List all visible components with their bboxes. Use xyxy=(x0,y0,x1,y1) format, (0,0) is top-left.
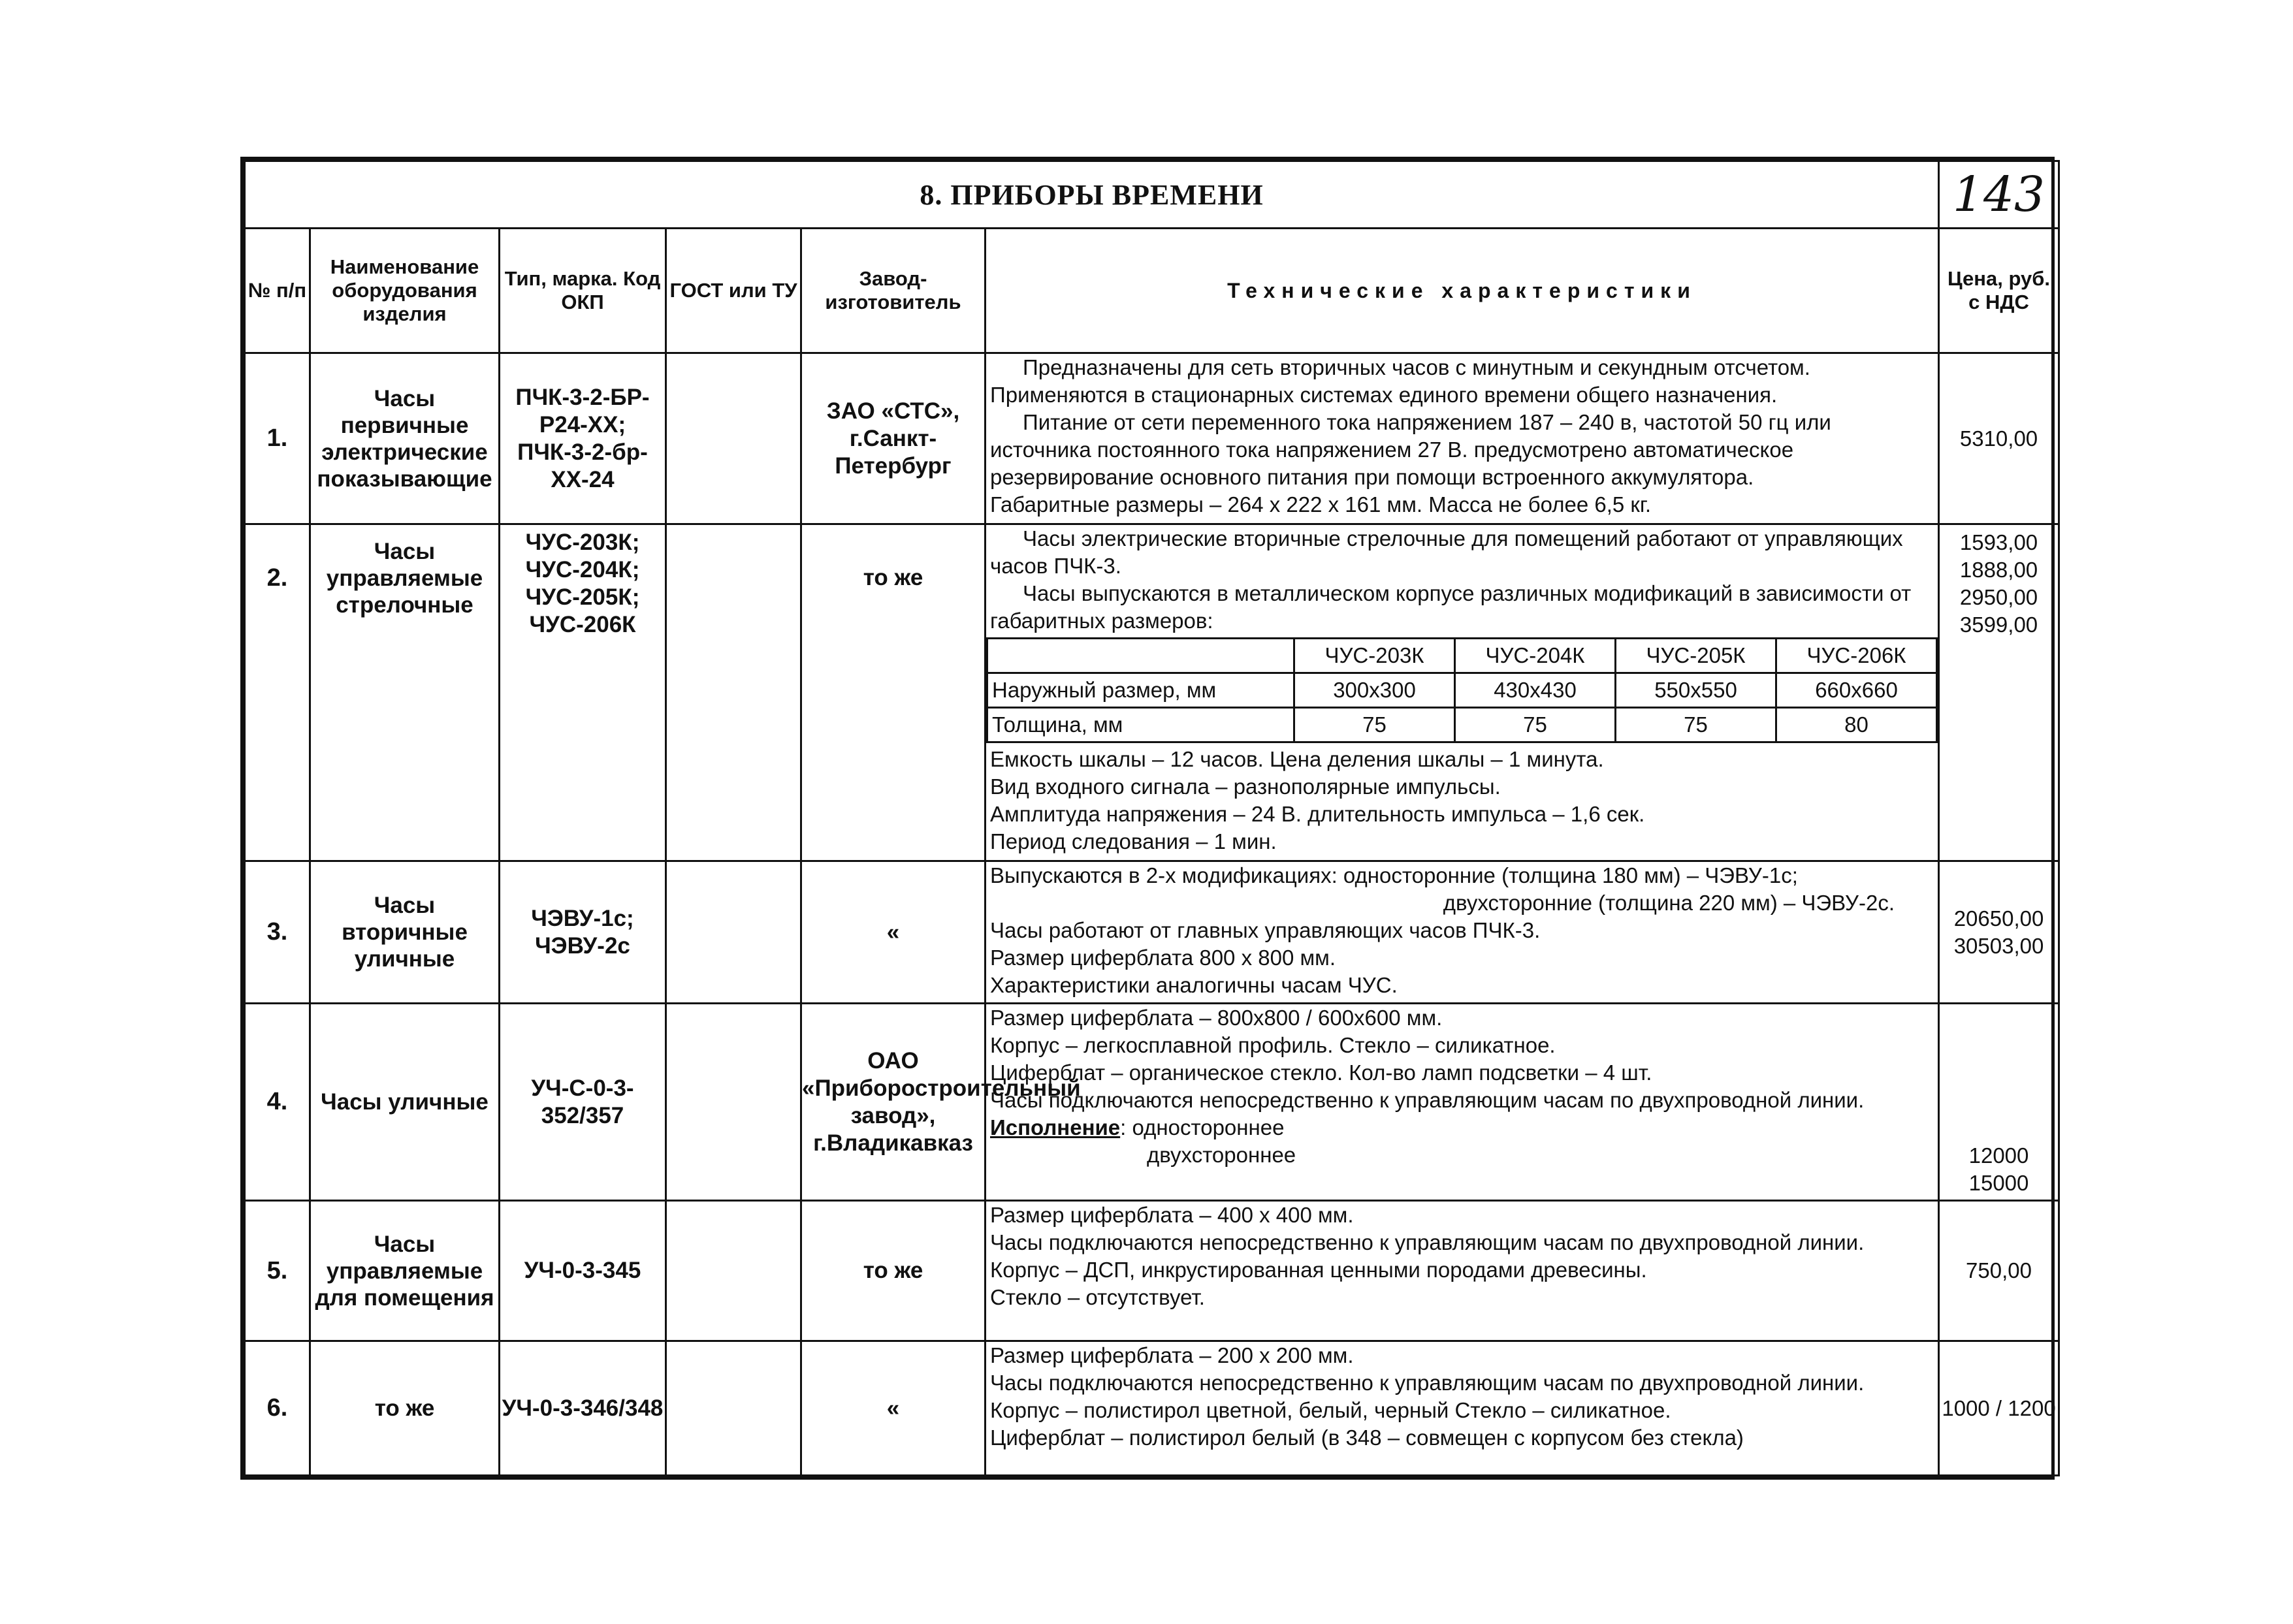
row-gost xyxy=(666,1341,801,1476)
tech-line: Циферблат – органическое стекло. Кол-во ламп подсветки – 4 шт. xyxy=(990,1060,1652,1085)
header-name: Наименование оборудования изделия xyxy=(310,229,500,353)
row-tech xyxy=(986,524,1939,861)
row-maker: « xyxy=(801,1341,986,1476)
tech-line: Размер циферблата 800 х 800 мм. xyxy=(990,946,1336,970)
subtable-header-cell: ЧУС-206К xyxy=(1776,639,1937,673)
row-tech xyxy=(986,1201,1939,1341)
subtable-cell: 430х430 xyxy=(1455,673,1616,708)
subtable-row xyxy=(987,673,1937,708)
price-value: 12000 xyxy=(1968,1143,2029,1168)
tech-line: Применяются в стационарных системах единого времени общего назначения. xyxy=(990,383,1778,407)
title-row xyxy=(245,161,2059,229)
row-name: Часы вторичные уличные xyxy=(310,861,500,1004)
subtable-cell: Толщина, мм xyxy=(987,708,1294,742)
subtable-cell: 660х660 xyxy=(1776,673,1937,708)
page-number: 143 xyxy=(1939,161,2059,229)
subtable-cell: 75 xyxy=(1455,708,1616,742)
header-maker: Завод-изготовитель xyxy=(801,229,986,353)
tech-line: Часы электрические вторичные стрелочные для помещений работают от управляющих часов ПЧК-3. xyxy=(990,526,1903,578)
row-type: УЧ-0-3-345 xyxy=(500,1201,666,1341)
subtable-header-row xyxy=(987,639,1937,673)
tech-line: Емкость шкалы – 12 часов. Цена деления шкалы – 1 минута. xyxy=(990,747,1604,771)
tech-line: Размер циферблата – 200 х 200 мм. xyxy=(990,1343,1354,1367)
row-type: УЧ-С-0-3-352/357 xyxy=(500,1004,666,1201)
price-value: 1593,00 xyxy=(1959,530,2038,554)
row-price: 750,00 xyxy=(1939,1201,2059,1341)
tech-line: Вид входного сигнала – разнополярные импульсы. xyxy=(990,774,1501,799)
header-row xyxy=(245,229,2059,353)
header-gost: ГОСТ или ТУ xyxy=(666,229,801,353)
row-number: 4. xyxy=(245,1004,310,1201)
price-value: 3599,00 xyxy=(1959,613,2038,637)
row-tech xyxy=(986,353,1939,524)
subtable-header-cell: ЧУС-203К xyxy=(1294,639,1455,673)
tech-line: Предназначены для сеть вторичных часов с минутным и секундным отсчетом. xyxy=(1023,355,1810,379)
price-value: 2950,00 xyxy=(1959,585,2038,609)
equipment-table xyxy=(244,160,2060,1476)
subtable-cell: 550х550 xyxy=(1616,673,1776,708)
subtable-cell: 300х300 xyxy=(1294,673,1455,708)
tech-line: Период следования – 1 мин. xyxy=(990,829,1277,853)
row-price: 5310,00 xyxy=(1939,353,2059,524)
price-value: 15000 xyxy=(1968,1171,2029,1195)
row-name: то же xyxy=(310,1341,500,1476)
row-type: ЧЭВУ-1с; ЧЭВУ-2с xyxy=(500,861,666,1004)
tech-line: Часы подключаются непосредственно к управляющим часам по двухпроводной линии. xyxy=(990,1230,1865,1254)
table-row xyxy=(245,861,2059,1004)
row-maker: то же xyxy=(801,524,986,861)
tech-line: двухсторонние (толщина 220 мм) – ЧЭВУ-2с. xyxy=(1443,891,1895,915)
tech-line: Стекло – отсутствует. xyxy=(990,1285,1205,1309)
tech-line: Корпус – ДСП, инкрустированная ценными породами древесины. xyxy=(990,1258,1647,1282)
tech-line: Корпус – легкосплавной профиль. Стекло – силикатное. xyxy=(990,1033,1556,1057)
tech-line: Амплитуда напряжения – 24 В. длительность импульса – 1,6 сек. xyxy=(990,802,1645,826)
subtable-header-cell: ЧУС-205К xyxy=(1616,639,1776,673)
row-number: 1. xyxy=(245,353,310,524)
price-table-sheet xyxy=(240,157,2055,1480)
row-name: Часы уличные xyxy=(310,1004,500,1201)
tech-line: Циферблат – полистирол белый (в 348 – совмещен с корпусом без стекла) xyxy=(990,1425,1744,1450)
tech-line: Часы подключаются непосредственно к управляющим часам по двухпроводной линии. xyxy=(990,1371,1865,1395)
tech-line: Часы работают от главных управляющих часов ПЧК-3. xyxy=(990,918,1541,942)
tech-line: Выпускаются в 2-х модификациях: односторонние (толщина 180 мм) – ЧЭВУ-1с; xyxy=(990,863,1798,887)
price-value: 1888,00 xyxy=(1959,558,2038,582)
subtable-cell: 80 xyxy=(1776,708,1937,742)
row-tech xyxy=(986,861,1939,1004)
row-name: Часы управляемые стрелочные xyxy=(310,524,500,861)
row-type: ЧУС-203К; ЧУС-204К; ЧУС-205К; ЧУС-206К xyxy=(500,524,666,861)
header-type: Тип, марка. Код ОКП xyxy=(500,229,666,353)
tech-line: Размер циферблата – 800х800 / 600х600 мм. xyxy=(990,1006,1443,1030)
row-gost xyxy=(666,861,801,1004)
row-name: Часы управляемые для помещения xyxy=(310,1201,500,1341)
tech-line: Часы выпускаются в металлическом корпусе различных модификаций в зависимости от габаритных размеров: xyxy=(990,581,1912,633)
tech-line xyxy=(990,1114,1934,1141)
tech-line: Характеристики аналогичны часам ЧУС. xyxy=(990,973,1398,997)
dimensions-subtable xyxy=(986,637,1938,743)
table-row xyxy=(245,1004,2059,1201)
row-maker: то же xyxy=(801,1201,986,1341)
section-title: 8. ПРИБОРЫ ВРЕМЕНИ xyxy=(245,161,1939,229)
header-num: № п/п xyxy=(245,229,310,353)
row-type: ПЧК-3-2-БР-Р24-ХХ; ПЧК-3-2-бр-ХХ-24 xyxy=(500,353,666,524)
price-value: 20650,00 xyxy=(1953,906,2044,931)
row-price xyxy=(1939,861,2059,1004)
subtable-cell: Наружный размер, мм xyxy=(987,673,1294,708)
subtable-header-cell: ЧУС-204К xyxy=(1455,639,1616,673)
header-tech: Технические характеристики xyxy=(986,229,1939,353)
table-row xyxy=(245,1341,2059,1476)
execution-one-sided: : одностороннее xyxy=(1120,1115,1285,1139)
price-value: 30503,00 xyxy=(1953,933,2044,958)
table-row xyxy=(245,1201,2059,1341)
row-number: 6. xyxy=(245,1341,310,1476)
tech-line: Габаритные размеры – 264 х 222 х 161 мм. Масса не более 6,5 кг. xyxy=(990,492,1652,517)
tech-line: Размер циферблата – 400 х 400 мм. xyxy=(990,1203,1354,1227)
row-gost xyxy=(666,524,801,861)
row-gost xyxy=(666,1004,801,1201)
tech-line: Питание от сети переменного тока напряжением 187 – 240 в, частотой 50 гц или источника постоянного тока напряжением 27 В. предусмотрено автоматическое резервирование основного питания при помощи встроенного аккумулятора. xyxy=(990,410,1831,489)
row-price xyxy=(1939,1004,2059,1201)
row-number: 3. xyxy=(245,861,310,1004)
subtable-cell: 75 xyxy=(1616,708,1776,742)
subtable-cell: 75 xyxy=(1294,708,1455,742)
row-gost xyxy=(666,1201,801,1341)
row-maker: « xyxy=(801,861,986,1004)
row-number: 2. xyxy=(245,524,310,861)
execution-label: Исполнение xyxy=(990,1115,1121,1139)
row-tech xyxy=(986,1341,1939,1476)
row-tech xyxy=(986,1004,1939,1201)
subtable-row xyxy=(987,708,1937,742)
row-maker: ЗАО «СТС», г.Санкт-Петербург xyxy=(801,353,986,524)
row-gost xyxy=(666,353,801,524)
tech-line: Корпус – полистирол цветной, белый, черный Стекло – силикатное. xyxy=(990,1398,1671,1422)
subtable-header-cell xyxy=(987,639,1294,673)
tech-line: Часы подключаются непосредственно к управляющим часам по двухпроводной линии. xyxy=(990,1088,1865,1112)
row-price xyxy=(1939,524,2059,861)
row-price: 1000 / 1200 xyxy=(1939,1341,2059,1476)
execution-two-sided: двухстороннее xyxy=(1147,1143,1296,1167)
row-maker: ОАО «Приборостроительный завод», г.Владикавказ xyxy=(801,1004,986,1201)
header-price: Цена, руб. с НДС xyxy=(1939,229,2059,353)
row-number: 5. xyxy=(245,1201,310,1341)
row-name: Часы первичные электрические показывающие xyxy=(310,353,500,524)
table-row xyxy=(245,353,2059,524)
table-row xyxy=(245,524,2059,861)
row-type: УЧ-0-3-346/348 xyxy=(500,1341,666,1476)
